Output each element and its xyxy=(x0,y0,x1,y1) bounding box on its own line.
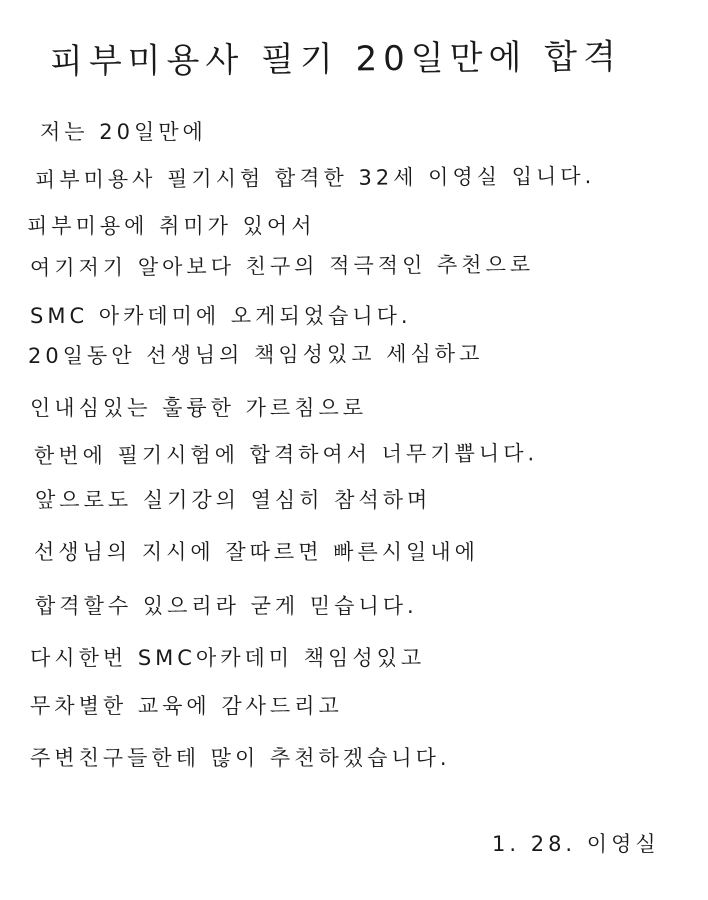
letter-line: SMC 아카데미에 오게되었습니다. xyxy=(30,304,412,328)
letter-line: 여기저기 알아보다 친구의 적극적인 추천으로 xyxy=(29,252,535,280)
letter-line: 무차별한 교육에 감사드리고 xyxy=(30,694,343,718)
letter-line: 피부미용사 필기시험 합격한 32세 이영실 입니다. xyxy=(34,164,596,192)
letter-line: 앞으로도 실기강의 열심히 참석하며 xyxy=(35,488,432,512)
letter-line: 인내심있는 훌륭한 가르침으로 xyxy=(30,396,368,420)
letter-line: 선생님의 지시에 잘따르면 빠른시일내에 xyxy=(34,540,479,564)
letter-line: 합격할수 있으리라 굳게 믿습니다. xyxy=(35,594,418,618)
letter-line: 피부미용에 취미가 있어서 xyxy=(27,214,316,238)
letter-line: 한번에 필기시험에 합격하여서 너무기쁩니다. xyxy=(33,441,539,468)
letter-line: 다시한번 SMC아카데미 책임성있고 xyxy=(30,646,426,670)
letter-line: 주변친구들한테 많이 추천하겠습니다. xyxy=(30,746,451,770)
letter-line: 20일동안 선생님의 책임성있고 세심하고 xyxy=(27,341,484,368)
letter-line: 저는 20일만에 xyxy=(40,120,207,144)
letter-title: 피부미용사 필기 20일만에 합격 xyxy=(49,37,623,82)
signature-date: 1. 28. 이영실 xyxy=(492,832,660,856)
